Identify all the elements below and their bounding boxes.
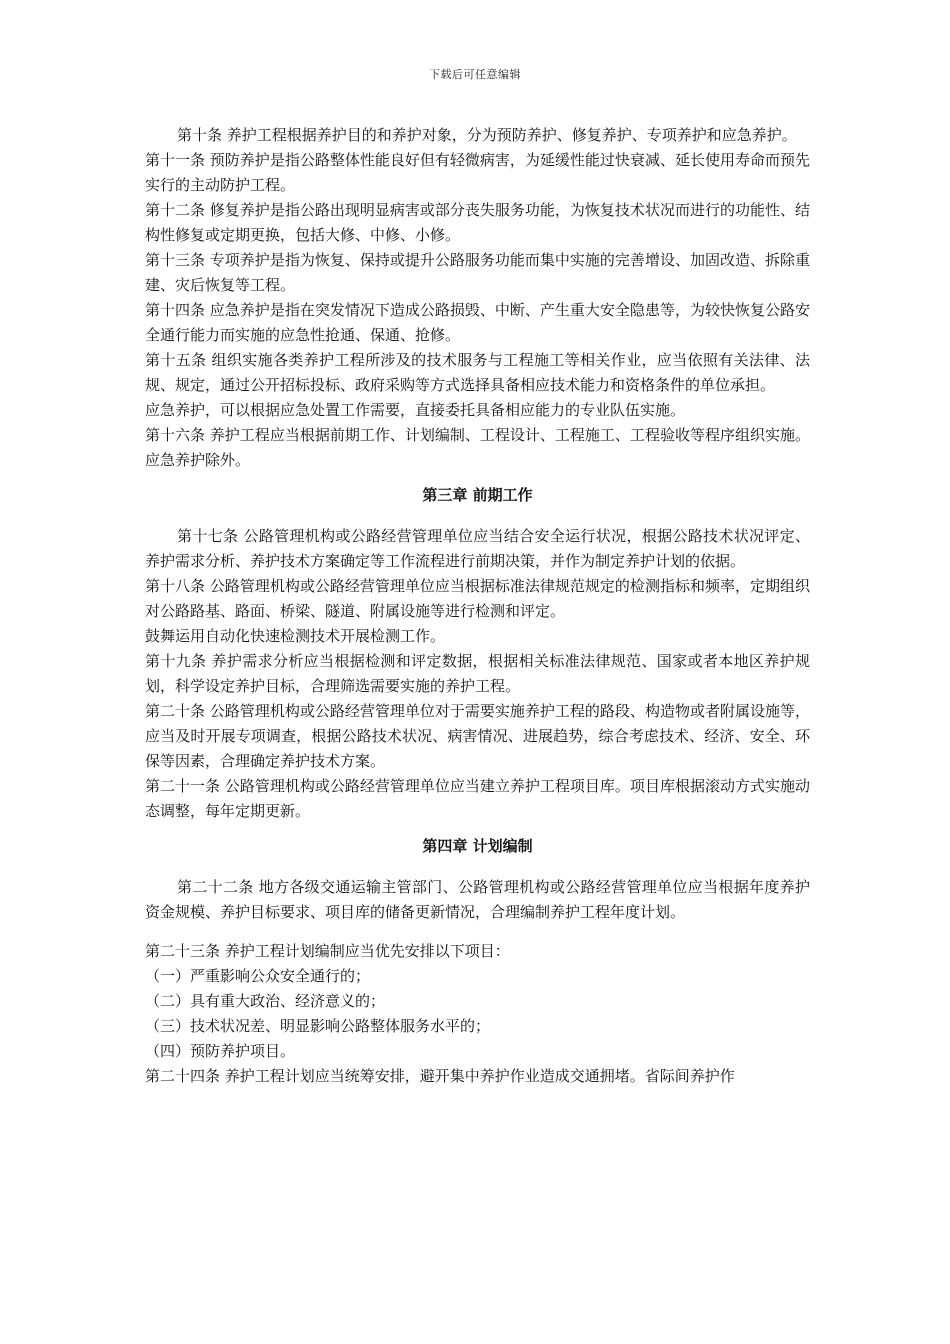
- article-20: 第二十条 公路管理机构或公路经营管理单位对于需要实施养护工程的路段、构造物或者附属设施等，应当及时开展专项调查，根据公路技术状况、病害情况、进展趋势，综合考虑技术、经济、安全、环保等因素，合理确定养护技术方案。: [145, 702, 810, 770]
- article-15-note: 应急养护，可以根据应急处置工作需要，直接委托具备相应能力的专业队伍实施。: [145, 401, 686, 419]
- article-12: 第十二条 修复养护是指公路出现明显病害或部分丧失服务功能，为恢复技术状况而进行的功能性、结构性修复或定期更换，包括大修、中修、小修。: [145, 201, 810, 244]
- article-23: 第二十三条 养护工程计划编制应当优先安排以下项目：: [145, 942, 510, 960]
- article-24: 第二十四条 养护工程计划应当统筹安排，避开集中养护作业造成交通拥堵。省际间养护作: [145, 1067, 735, 1085]
- list-item-1: （一）严重影响公众安全通行的；: [145, 967, 371, 985]
- article-16: 第十六条 养护工程应当根据前期工作、计划编制、工程设计、工程施工、工程验收等程序组织实施。应急养护除外。: [145, 426, 810, 469]
- article-17: 第十七条 公路管理机构或公路经营管理单位应当结合安全运行状况，根据公路技术状况评定、养护需求分析、养护技术方案确定等工作流程进行前期决策，并作为制定养护计划的依据。: [145, 527, 810, 570]
- article-22: 第二十二条 地方各级交通运输主管部门、公路管理机构或公路经营管理单位应当根据年度养护资金规模、养护目标要求、项目库的储备更新情况，合理编制养护工程年度计划。: [145, 878, 810, 921]
- article-19: 第十九条 养护需求分析应当根据检测和评定数据，根据相关标准法律规范、国家或者本地区养护规划，科学设定养护目标，合理筛选需要实施的养护工程。: [145, 652, 810, 695]
- article-15: 第十五条 组织实施各类养护工程所涉及的技术服务与工程施工等相关作业，应当依照有关法律、法规、规定，通过公开招标投标、政府采购等方式选择具备相应技术能力和资格条件的单位承担。: [145, 351, 810, 394]
- list-item-4: （四）预防养护项目。: [145, 1042, 296, 1060]
- chapter-4-heading: 第四章 计划编制: [422, 837, 533, 855]
- article-13: 第十三条 专项养护是指为恢复、保持或提升公路服务功能而集中实施的完善增设、加固改造、拆除重建、灾后恢复等工程。: [145, 251, 810, 294]
- article-21: 第二十一条 公路管理机构或公路经营管理单位应当建立养护工程项目库。项目库根据滚动方式实施动态调整，每年定期更新。: [145, 777, 810, 820]
- list-item-2: （二）具有重大政治、经济意义的；: [145, 992, 386, 1010]
- page-header: 下载后可任意编辑: [429, 68, 521, 81]
- list-item-3: （三）技术状况差、明显影响公路整体服务水平的；: [145, 1017, 491, 1035]
- chapter-3-heading: 第三章 前期工作: [422, 486, 533, 504]
- document-body: [145, 123, 810, 1089]
- article-10: 第十条 养护工程根据养护目的和养护对象，分为预防养护、修复养护、专项养护和应急养护。: [177, 126, 797, 144]
- article-14: 第十四条 应急养护是指在突发情况下造成公路损毁、中断、产生重大安全隐患等，为较快恢复公路安全通行能力而实施的应急性抢通、保通、抢修。: [145, 301, 810, 344]
- article-18-note: 鼓舞运用自动化快速检测技术开展检测工作。: [145, 627, 446, 645]
- article-18: 第十八条 公路管理机构或公路经营管理单位应当根据标准法律规范规定的检测指标和频率，定期组织对公路路基、路面、桥梁、隧道、附属设施等进行检测和评定。: [145, 577, 810, 620]
- article-11: 第十一条 预防养护是指公路整体性能良好但有轻微病害，为延缓性能过快衰减、延长使用寿命而预先实行的主动防护工程。: [145, 151, 810, 194]
